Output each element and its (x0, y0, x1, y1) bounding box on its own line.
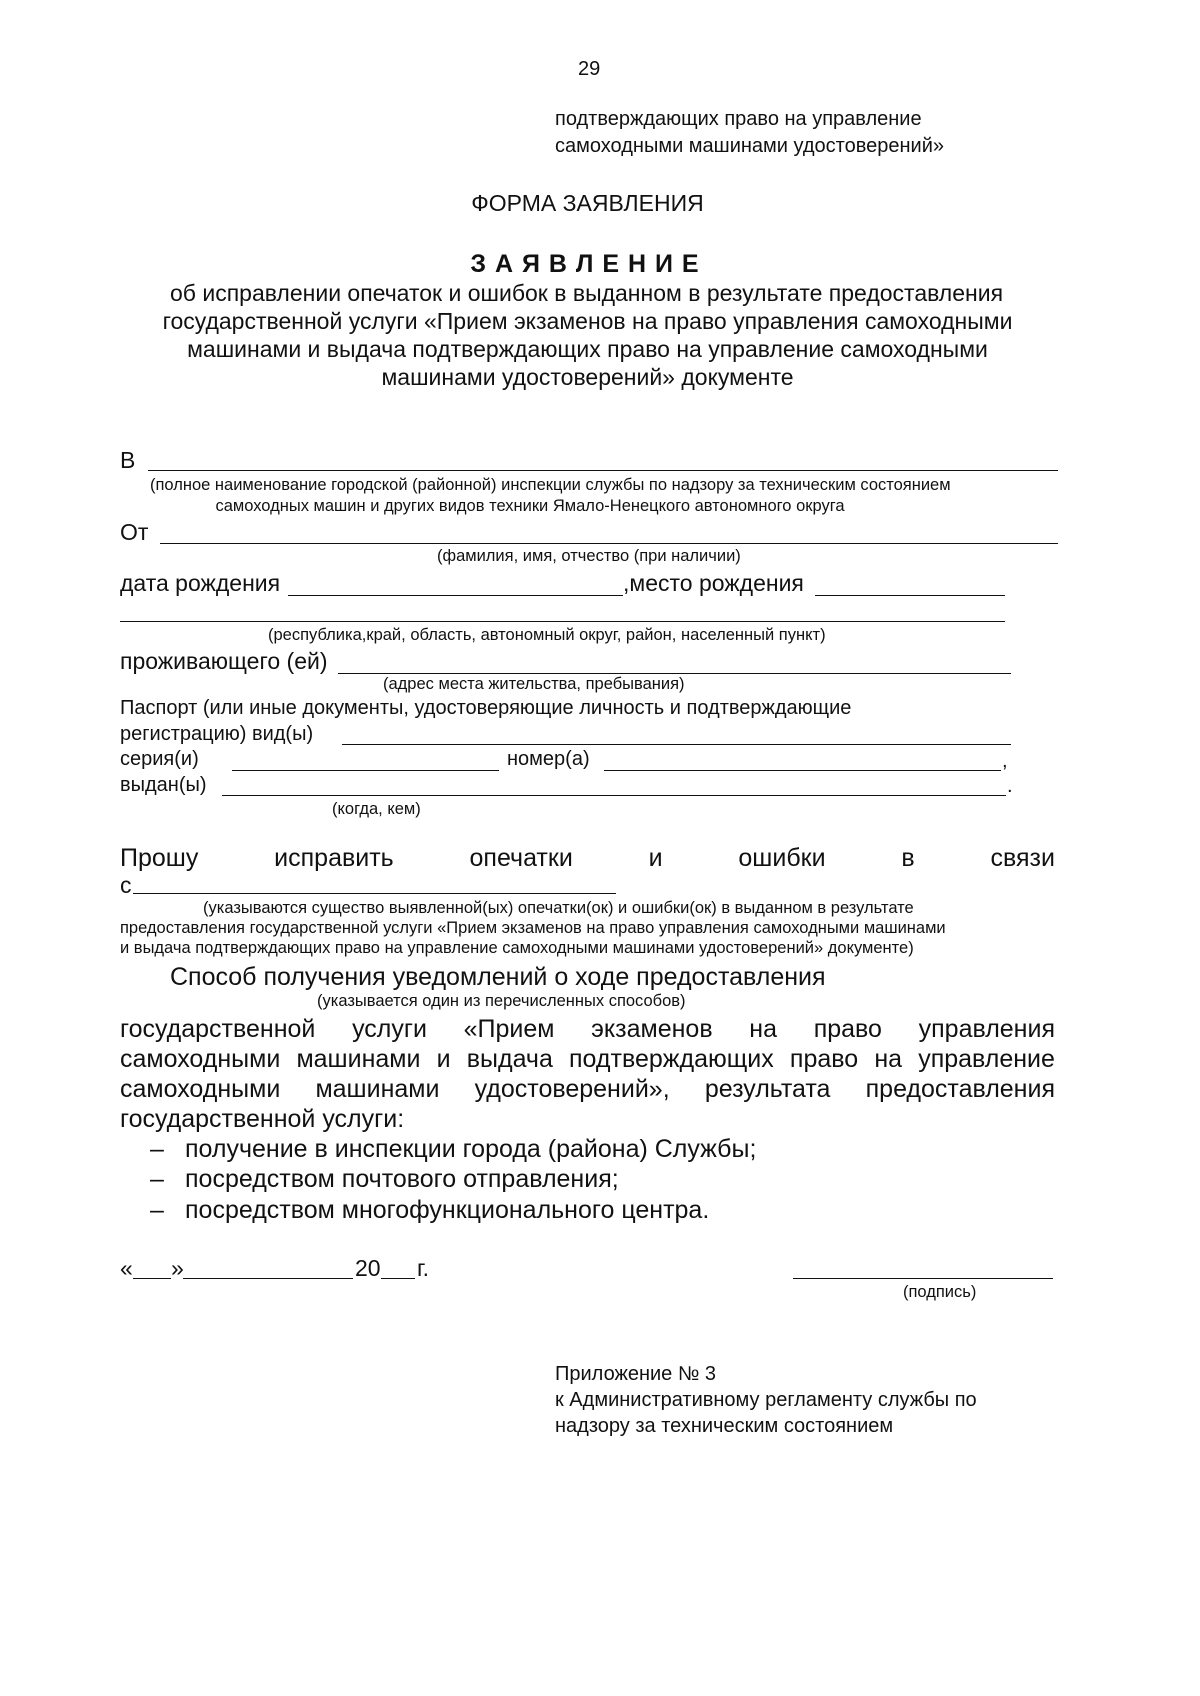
notification-word: и (436, 1045, 451, 1073)
page-number: 29 (578, 58, 601, 80)
residence-field-line[interactable] (338, 673, 1011, 674)
notification-word: «Прием (463, 1015, 555, 1043)
request-hint-line-1: (указываются существо выявленной(ых) опечатки(ок) и ошибки(ок) в выданном в результате (203, 899, 914, 917)
date-day-field-line[interactable] (133, 1278, 171, 1279)
notification-word: право (813, 1015, 882, 1043)
birth-place-label: ,место рождения (623, 570, 804, 596)
appendix-line-2: к Административному регламенту службы по (555, 1389, 977, 1411)
passport-line-1: Паспорт (или иные документы, удостоверяющие личность и подтверждающие (120, 697, 852, 719)
number-field-end: , (1002, 750, 1008, 772)
subtitle-line-1: об исправлении опечаток и ошибок в выданном в результате предоставления (170, 280, 1004, 306)
notification-word: экзаменов (591, 1015, 713, 1043)
request-word: Прошу (120, 844, 199, 872)
request-word: ошибки (738, 844, 826, 872)
number-label: номер(а) (507, 748, 590, 770)
request-word: и (648, 844, 663, 872)
to-label: В (120, 447, 136, 473)
notification-word: машинами (315, 1075, 440, 1103)
notification-word: управление (918, 1045, 1055, 1073)
from-hint: (фамилия, имя, отчество (при наличии) (437, 547, 741, 565)
request-word: опечатки (469, 844, 573, 872)
form-heading: ФОРМА ЗАЯВЛЕНИЯ (471, 190, 704, 216)
date-year-prefix: 20 (355, 1255, 381, 1281)
request-word: связи (990, 844, 1055, 872)
request-c-label: с (120, 872, 132, 898)
notification-word: подтверждающих (569, 1045, 774, 1073)
notification-word: услуги (352, 1015, 427, 1043)
notification-word: управления (918, 1015, 1055, 1043)
option-mail[interactable]: посредством почтового отправления; (185, 1165, 619, 1193)
notification-word: самоходными (120, 1045, 281, 1073)
from-field-line[interactable] (160, 543, 1058, 544)
document-title: З А Я В Л Е Н И Е (470, 250, 700, 278)
option-bullet: – (150, 1196, 164, 1224)
to-hint-line-1: (полное наименование городской (районной) инспекции службы по надзору за техническим состоянием (150, 476, 951, 494)
issued-hint: (когда, кем) (332, 800, 421, 818)
header-continuation-line-2: самоходными машинами удостоверений» (555, 135, 945, 157)
signature-hint: (подпись) (903, 1283, 977, 1301)
request-field-line[interactable] (133, 893, 616, 894)
request-hint-line-3: и выдача подтверждающих право на управление самоходными машинами удостоверений» документе) (120, 939, 914, 957)
appendix-line-1: Приложение № 3 (555, 1363, 716, 1385)
signature-field-line[interactable] (793, 1278, 1053, 1279)
series-label: серия(и) (120, 748, 199, 770)
request-hint-line-2: предоставления государственной услуги «Прием экзаменов на право управления самоходными машинами (120, 919, 946, 937)
birth-place-field-line-2[interactable] (120, 621, 1005, 622)
birth-date-field-line[interactable] (288, 595, 623, 596)
notification-word: право (789, 1045, 859, 1073)
birth-place-hint: (республика,край, область, автономный округ, район, населенный пункт) (268, 626, 826, 644)
appendix-line-3: надзору за техническим состоянием (555, 1415, 894, 1437)
notification-line-4 (120, 1075, 1055, 1104)
birth-place-field-line[interactable] (815, 595, 1005, 596)
issued-field-end: . (1007, 775, 1013, 797)
option-bullet: – (150, 1135, 164, 1163)
to-hint-line-2: самоходных машин и других видов техники Ямало-Ненецкого автономного округа (215, 497, 845, 515)
subtitle-line-4: машинами удостоверений» документе (381, 364, 794, 390)
date-close-quote: » (171, 1255, 184, 1281)
series-field-line[interactable] (232, 770, 499, 771)
to-field-line[interactable] (148, 470, 1058, 471)
notification-word: удостоверений», (474, 1075, 670, 1103)
notification-word: предоставления (865, 1075, 1055, 1103)
notification-word: на (749, 1015, 778, 1043)
option-bullet: – (150, 1165, 164, 1193)
request-word: исправить (274, 844, 394, 872)
passport-line-2: регистрацию) вид(ы) (120, 723, 314, 745)
notification-line-2 (120, 1015, 1055, 1044)
notification-line-5: государственной услуги: (120, 1105, 405, 1133)
residence-hint: (адрес места жительства, пребывания) (383, 675, 685, 693)
header-continuation-line-1: подтверждающих право на управление (555, 108, 922, 130)
notification-hint: (указывается один из перечисленных способов) (317, 992, 686, 1010)
date-year-field-line[interactable] (381, 1278, 415, 1279)
number-field-line[interactable] (604, 770, 1001, 771)
date-year-suffix: г. (417, 1255, 429, 1281)
notification-word: государственной (120, 1015, 316, 1043)
notification-line-1: Способ получения уведомлений о ходе предоставления (170, 963, 826, 991)
request-word: в (901, 844, 915, 872)
subtitle-line-2: государственной услуги «Прием экзаменов на право управления самоходными (162, 308, 1013, 334)
notification-word: результата (704, 1075, 831, 1103)
option-in-person[interactable]: получение в инспекции города (района) Службы; (185, 1135, 757, 1163)
option-mfc[interactable]: посредством многофункционального центра. (185, 1196, 710, 1224)
notification-word: выдача (466, 1045, 553, 1073)
request-line-1 (120, 844, 1055, 873)
notification-word: самоходными (120, 1075, 281, 1103)
issued-field-line[interactable] (222, 795, 1006, 796)
date-month-field-line[interactable] (183, 1278, 353, 1279)
subtitle-line-3: машинами и выдача подтверждающих право на управление самоходными (187, 336, 988, 362)
notification-word: на (874, 1045, 903, 1073)
passport-type-field-line[interactable] (342, 744, 1011, 745)
notification-word: машинами (296, 1045, 421, 1073)
birth-date-label: дата рождения (120, 570, 281, 596)
date-open-quote: « (120, 1255, 133, 1281)
notification-line-3 (120, 1045, 1055, 1074)
from-label: От (120, 519, 149, 545)
issued-label: выдан(ы) (120, 774, 207, 796)
residence-label: проживающего (ей) (120, 648, 328, 674)
